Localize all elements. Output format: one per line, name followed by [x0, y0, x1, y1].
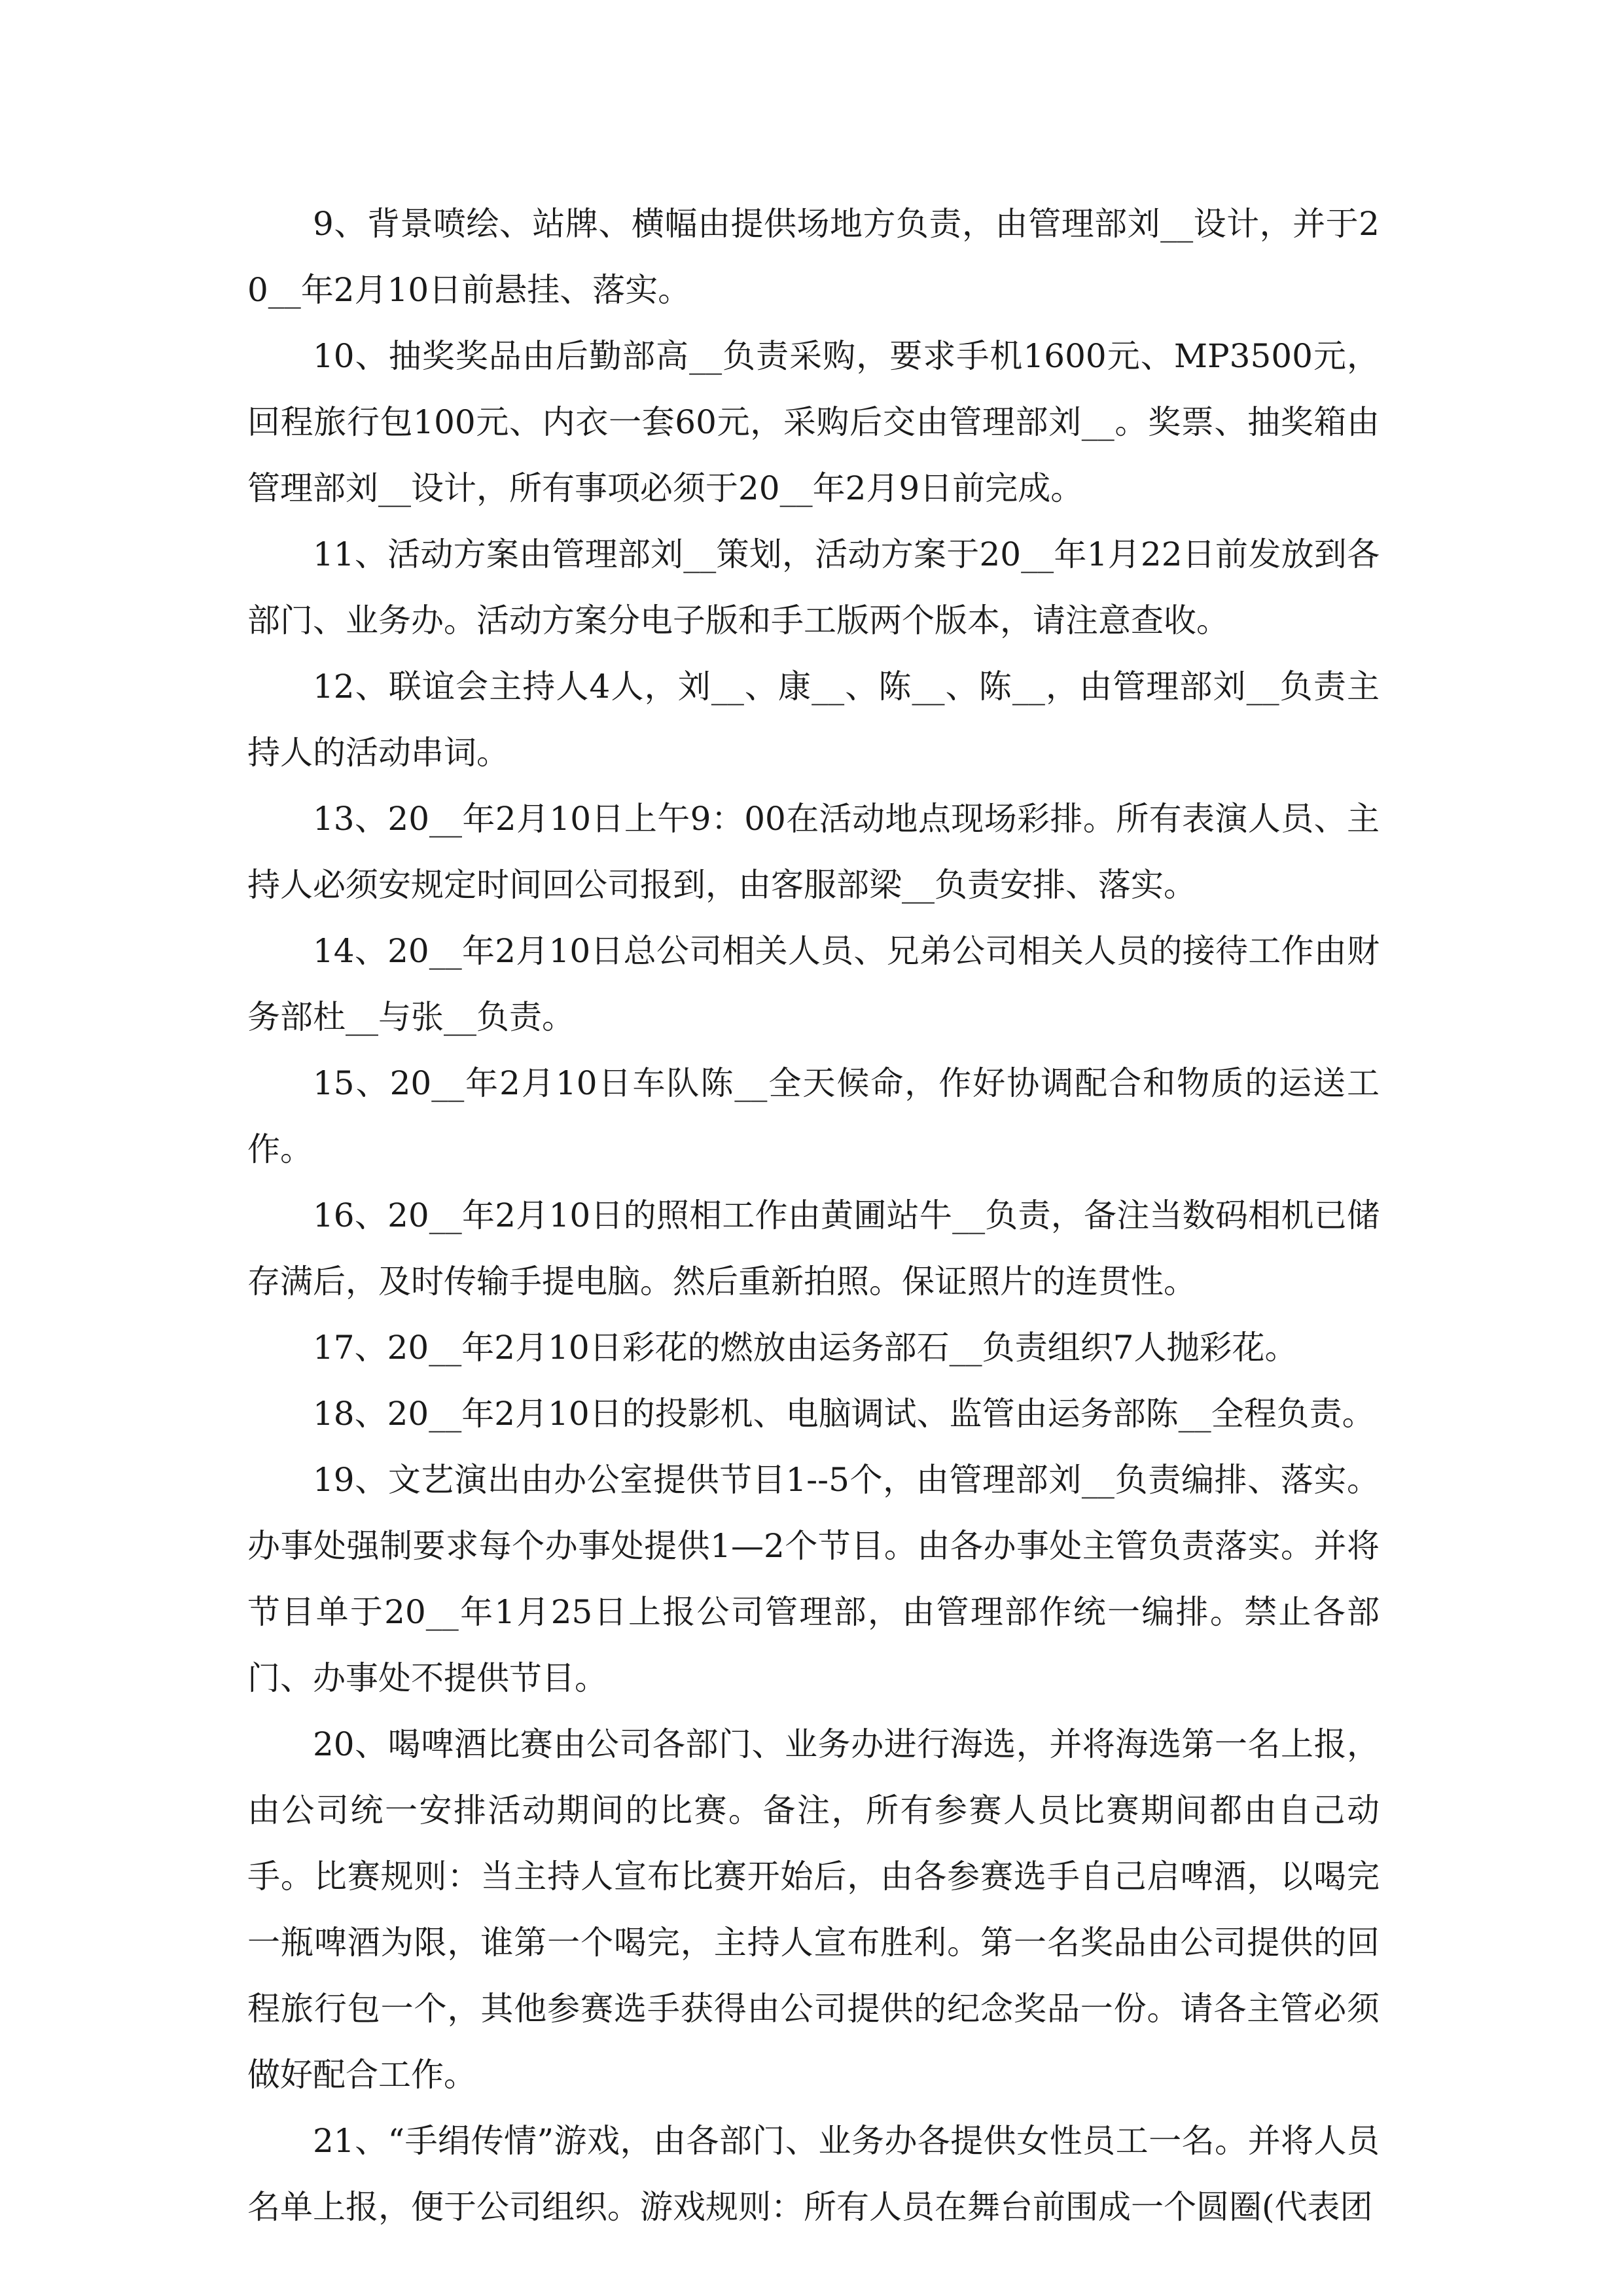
paragraph-item-18: 18、20__年2月10日的投影机、电脑调试、监管由运务部陈__全程负责。 — [313, 1395, 1375, 1433]
paragraph-item-11: 11、活动方案由管理部刘__策划，活动方案于20__年1月22日前发放到各部门、业务办。活动方案分电子版和手工版两个版本，请注意查收。 — [247, 535, 1380, 639]
paragraph-item-12: 12、联谊会主持人4人，刘__、康__、陈__、陈__，由管理部刘__负责主持人的活动串词。 — [247, 668, 1380, 772]
paragraph-item-21: 21、“手绢传情”游戏，由各部门、业务办各提供女性员工一名。并将人员名单上报，便于公司组织。游戏规则：所有人员在舞台前围成一个圆圈(代表团 — [247, 2122, 1380, 2226]
paragraph-item-16: 16、20__年2月10日的照相工作由黄圃站牛__负责，备注当数码相机已储存满后，及时传输手提电脑。然后重新拍照。保证照片的连贯性。 — [247, 1196, 1380, 1300]
paragraph-item-19: 19、文艺演出由办公室提供节目1--5个，由管理部刘__负责编排、落实。办事处强制要求每个办事处提供1—2个节目。由各办事处主管负责落实。并将节目单于20__年1月25日上报公司管理部，由管理部作统一编排。禁止各部门、办事处不提供节目。 — [247, 1461, 1380, 1697]
paragraph-item-10: 10、抽奖奖品由后勤部高__负责采购，要求手机1600元、MP3500元，回程旅行包100元、内衣一套60元，采购后交由管理部刘__。奖票、抽奖箱由管理部刘__设计，所有事项必须于20__年2月9日前完成。 — [247, 337, 1380, 507]
paragraph-item-20: 20、喝啤酒比赛由公司各部门、业务办进行海选，并将海选第一名上报，由公司统一安排活动期间的比赛。备注，所有参赛人员比赛期间都由自己动手。比赛规则：当主持人宣布比赛开始后，由各参赛选手自己启啤酒，以喝完一瓶啤酒为限，谁第一个喝完，主持人宣布胜利。第一名奖品由公司提供的回程旅行包一个，其他参赛选手获得由公司提供的纪念奖品一份。请各主管必须做好配合工作。 — [247, 1725, 1380, 2094]
document-body — [247, 191, 1380, 2240]
paragraph-item-15: 15、20__年2月10日车队陈__全天候命，作好协调配合和物质的运送工作。 — [247, 1064, 1380, 1168]
paragraph-item-9: 9、背景喷绘、站牌、横幅由提供场地方负责，由管理部刘__设计，并于20__年2月10日前悬挂、落实。 — [247, 205, 1380, 309]
paragraph-item-14: 14、20__年2月10日总公司相关人员、兄弟公司相关人员的接待工作由财务部杜__与张__负责。 — [247, 932, 1380, 1036]
paragraph-item-13: 13、20__年2月10日上午9：00在活动地点现场彩排。所有表演人员、主持人必须安规定时间回公司报到，由客服部梁__负责安排、落实。 — [247, 800, 1380, 904]
paragraph-item-17: 17、20__年2月10日彩花的燃放由运务部石__负责组织7人抛彩花。 — [313, 1329, 1298, 1367]
